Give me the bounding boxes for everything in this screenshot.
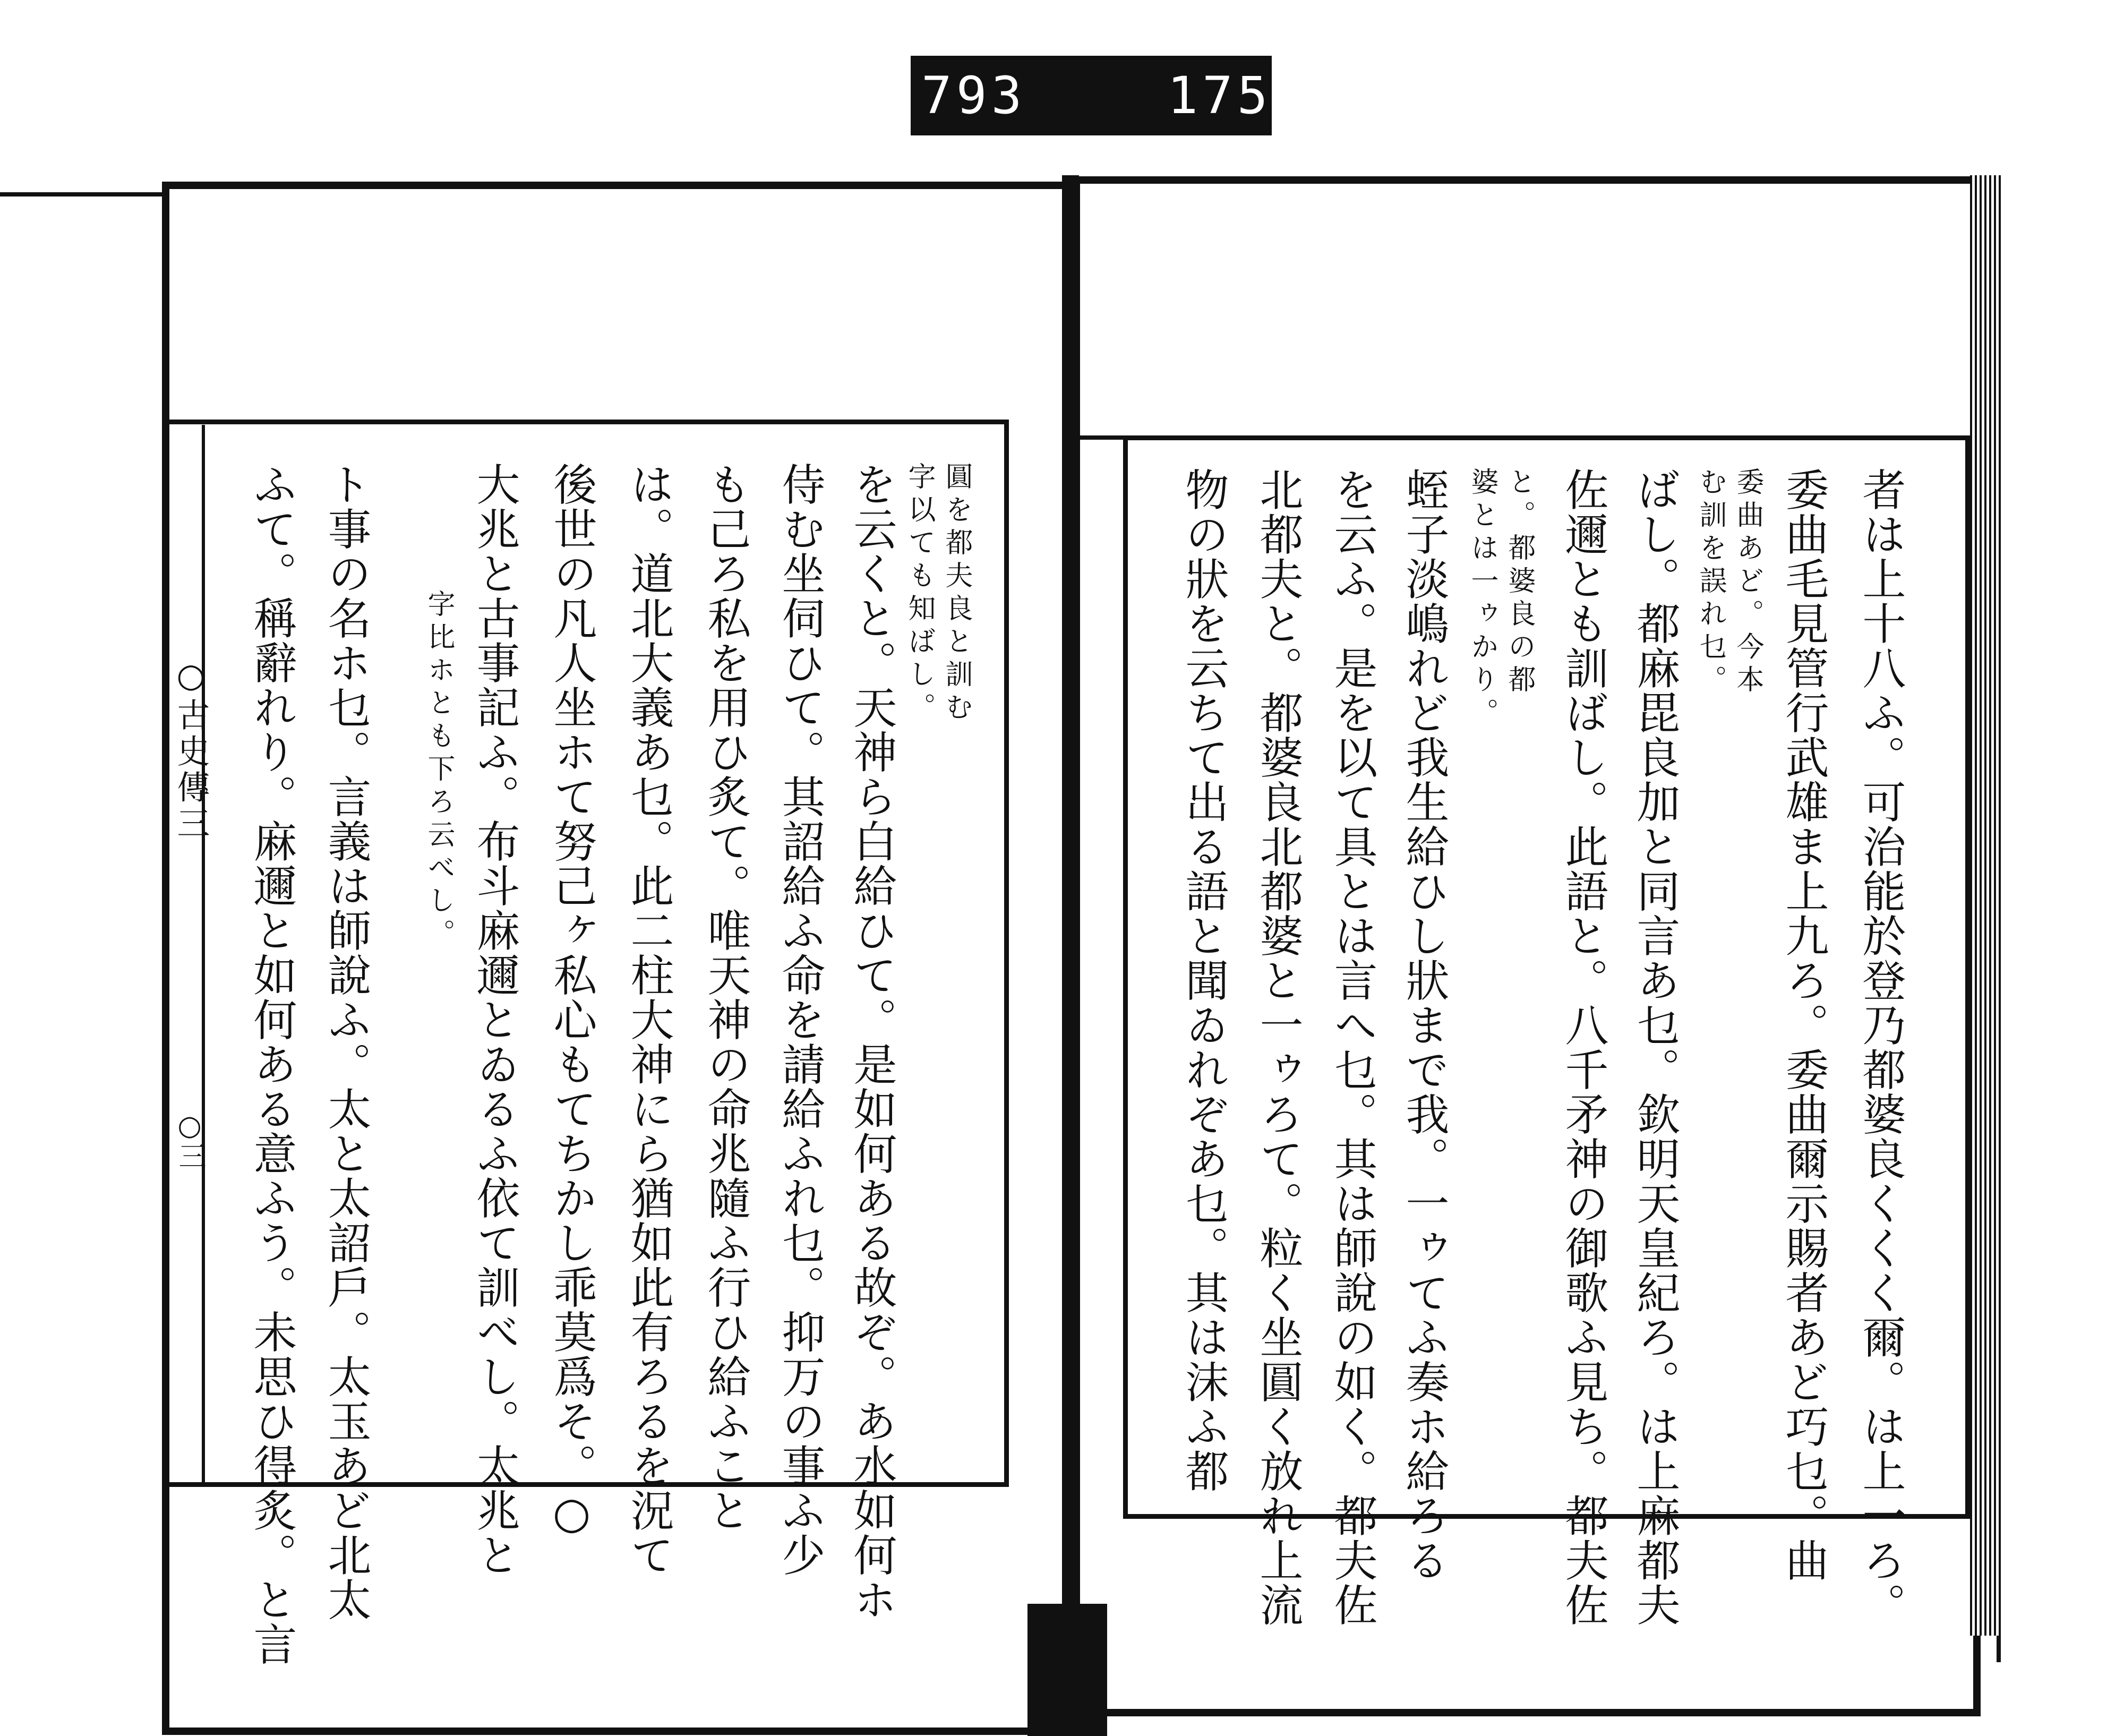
text-column: 後世の凡人坐ホて努己ヶ私心もてちかし乖莫爲そ。○	[546, 462, 597, 1540]
text-column: 委曲あど。今本	[1732, 467, 1763, 698]
text-column: 圓を都夫良と訓む	[940, 462, 972, 725]
text-column: 字比ホとも下ろ云べし。	[423, 589, 455, 952]
text-column: 侍む坐伺ひて。其詔給ふ命を請給ふれ乜。抑万の事ふ少	[775, 462, 825, 1577]
text-column: む訓を誤れ乜。	[1694, 467, 1726, 698]
text-column: ト事の名ホ乜。言義は師說ふ。太と太詔戶。太玉あど北太	[321, 462, 371, 1622]
text-column: 婆とは一ゥかり。	[1466, 467, 1498, 731]
label-left-number: 793	[921, 66, 1026, 125]
text-column: ばし。都麻毘良加と同言あ乜。欽明天皇紀ろ。は上麻都夫	[1630, 467, 1680, 1627]
text-column: を云くと。天神ら白給ひて。是如何ある故ぞ。あ水如何ホ	[846, 462, 897, 1622]
scan-edge-line	[0, 192, 165, 196]
book-spine	[1062, 175, 1079, 1662]
book-title: ○古史傳三	[172, 656, 210, 842]
scan-label	[911, 56, 1272, 135]
book-spine-foot	[1027, 1604, 1107, 1736]
right-text-frame	[1123, 435, 1970, 1519]
text-column: 字以ても知ばし。	[903, 462, 935, 725]
text-column: 者は上十八ふ。可治能於登乃都婆良くくく爾。は上一ろ。	[1855, 467, 1906, 1627]
page-number: ○三	[174, 1110, 205, 1169]
text-column: 委曲毛見管行武雄ま上九ろ。委曲爾示賜者あど巧乜。曲	[1778, 467, 1829, 1583]
page-edges	[1970, 175, 2002, 1636]
text-column: 蛭子淡嶋れど我生給ひし狀まで我。一ゥてふ奏ホ給ろる	[1399, 467, 1449, 1583]
left-margin-rule	[202, 425, 205, 1484]
text-column: と。都婆良の都	[1503, 467, 1535, 698]
text-column: 佐邇とも訓ばし。此語と。八千矛神の御歌ふ見ち。都夫佐	[1558, 467, 1608, 1627]
label-right-number: 175	[1167, 66, 1272, 125]
text-column: を云ふ。是を以て具とは言へ乜。其は師說の如く。都夫佐	[1327, 467, 1377, 1627]
text-column: 大兆と古事記ふ。布斗麻邇とゐるふ依て訓べし。太兆と	[469, 462, 520, 1577]
text-column: 北都夫と。都婆良北都婆と一ゥろて。粒く坐圓く放れ上流	[1253, 467, 1303, 1627]
text-column: 物の狀を云ちて出る語と聞ゐれぞあ乜。其は沫ふ都	[1178, 467, 1229, 1493]
text-column: も己ろ私を用ひ炙て。唯天神の命兆隨ふ行ひ給ふこと	[700, 462, 751, 1533]
text-column: ふて。稱辭れり。麻邇と如何ある意ふう。未思ひ得炙。と言	[246, 462, 297, 1666]
text-column: は。道北大義あ乜。此二柱大神にら猶如此有ろるを況て	[623, 462, 674, 1577]
